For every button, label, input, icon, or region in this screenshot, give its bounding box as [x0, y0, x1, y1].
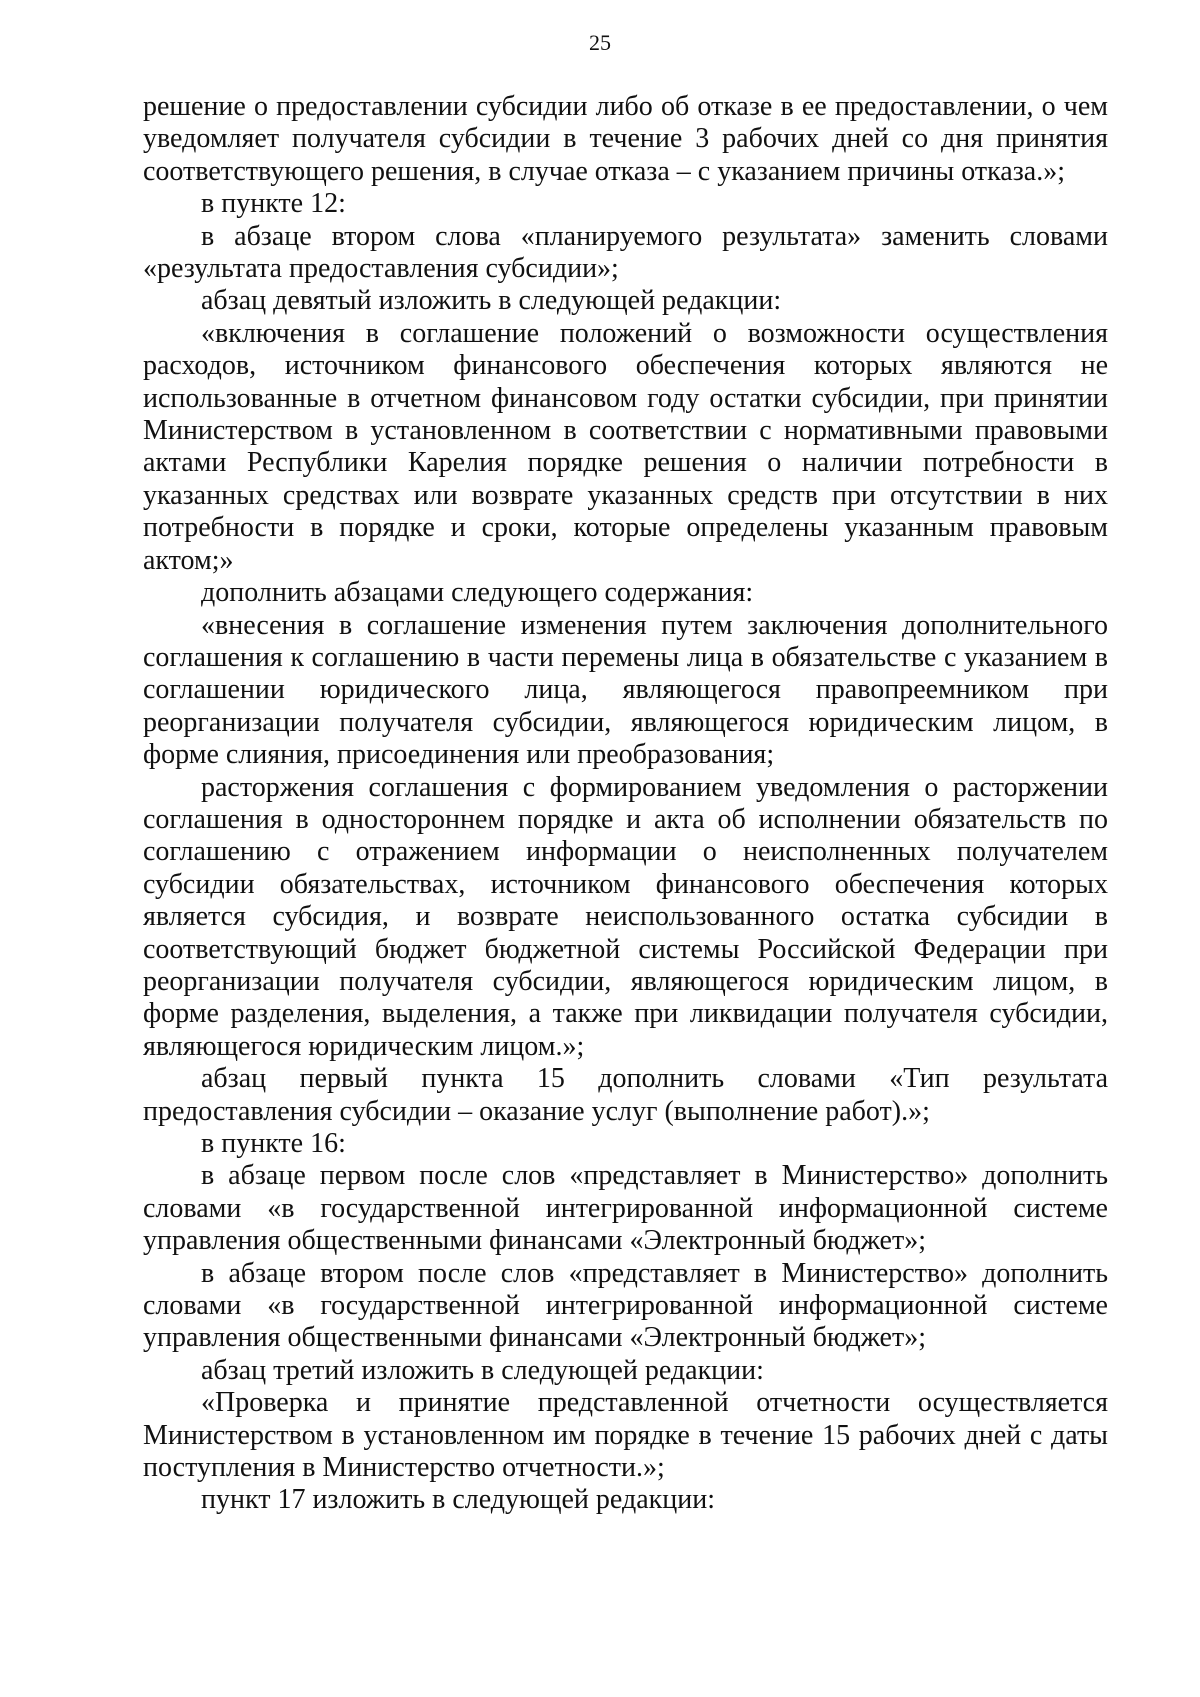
- paragraph-item-17-intro: пункт 17 изложить в следующей редакции:: [201, 1484, 715, 1516]
- paragraph-item-16-third-abzac-intro: абзац третий изложить в следующей редакции:: [201, 1354, 764, 1386]
- paragraph-ninth-abzac-intro: абзац девятый изложить в следующей редакции:: [201, 285, 782, 317]
- paragraph-supplement-amendment: «внесения в соглашение изменения путем заключения дополнительного соглашения к соглашению в части перемены лица в обязательстве с указанием в соглашении юридического лица, являющегося правопреемником при реорганизации получателя субсидии, являющегося юридическим лицом, в форме слияния, присоединения или преобразования;: [143, 609, 1108, 771]
- paragraph-amendment-second-abzac: в абзаце втором слова «планируемого результата» заменить словами «результата предоставления субсидии»;: [143, 220, 1108, 285]
- document-body: [143, 91, 1108, 1517]
- paragraph-continuation: решение о предоставлении субсидии либо об отказе в ее предоставлении, о чем уведомляет получателя субсидии в течение 3 рабочих дней со дня принятия соответствующего решения, в случае отказа – с указанием причины отказа.»;: [143, 91, 1108, 187]
- paragraph-ninth-abzac-text: «включения в соглашение положений о возможности осуществления расходов, источником финансового обеспечения которых являются не использованные в отчетном финансовом году остатки субсидии, при принятии Министерством в установленном в соответствии с нормативными правовыми актами Республики Карелия порядке решения о наличии потребности в указанных средствах или возврате указанных средств при отсутствии в них потребности в порядке и сроки, которые определены указанным правовым актом;»: [143, 317, 1108, 576]
- paragraph-item-16-second-abzac: в абзаце втором после слов «представляет в Министерство» дополнить словами «в государственной интегрированной информационной системе управления общественными финансами «Электронный бюджет»;: [143, 1257, 1108, 1354]
- paragraph-item-16-third-abzac-text: «Проверка и принятие представленной отчетности осуществляется Министерством в установленном им порядке в течение 15 рабочих дней с даты поступления в Министерство отчетности.»;: [143, 1387, 1108, 1484]
- paragraph-item-15: абзац первый пункта 15 дополнить словами «Тип результата предоставления субсидии – оказание услуг (выполнение работ).»;: [143, 1063, 1108, 1127]
- paragraph-item-12: в пункте 12:: [201, 188, 346, 220]
- paragraph-supplement-intro: дополнить абзацами следующего содержания:: [201, 577, 754, 609]
- paragraph-item-16-first-abzac: в абзаце первом после слов «представляет в Министерство» дополнить словами «в государственной интегрированной информационной системе управления общественными финансами «Электронный бюджет»;: [143, 1160, 1108, 1257]
- paragraph-supplement-termination: расторжения соглашения с формированием уведомления о расторжении соглашения в одностороннем порядке и акта об исполнении обязательств по соглашению с отражением информации о неисполненных получателем субсидии обязательствах, источником финансового обеспечения которых является субсидия, и возврате неиспользованного остатка субсидии в соответствующий бюджет бюджетной системы Российской Федерации при реорганизации получателя субсидии, являющегося юридическим лицом, в форме разделения, выделения, а также при ликвидации получателя субсидии, являющегося юридическим лицом.»;: [143, 771, 1108, 1062]
- paragraph-item-16: в пункте 16:: [201, 1128, 346, 1159]
- page-number: 25: [589, 30, 611, 55]
